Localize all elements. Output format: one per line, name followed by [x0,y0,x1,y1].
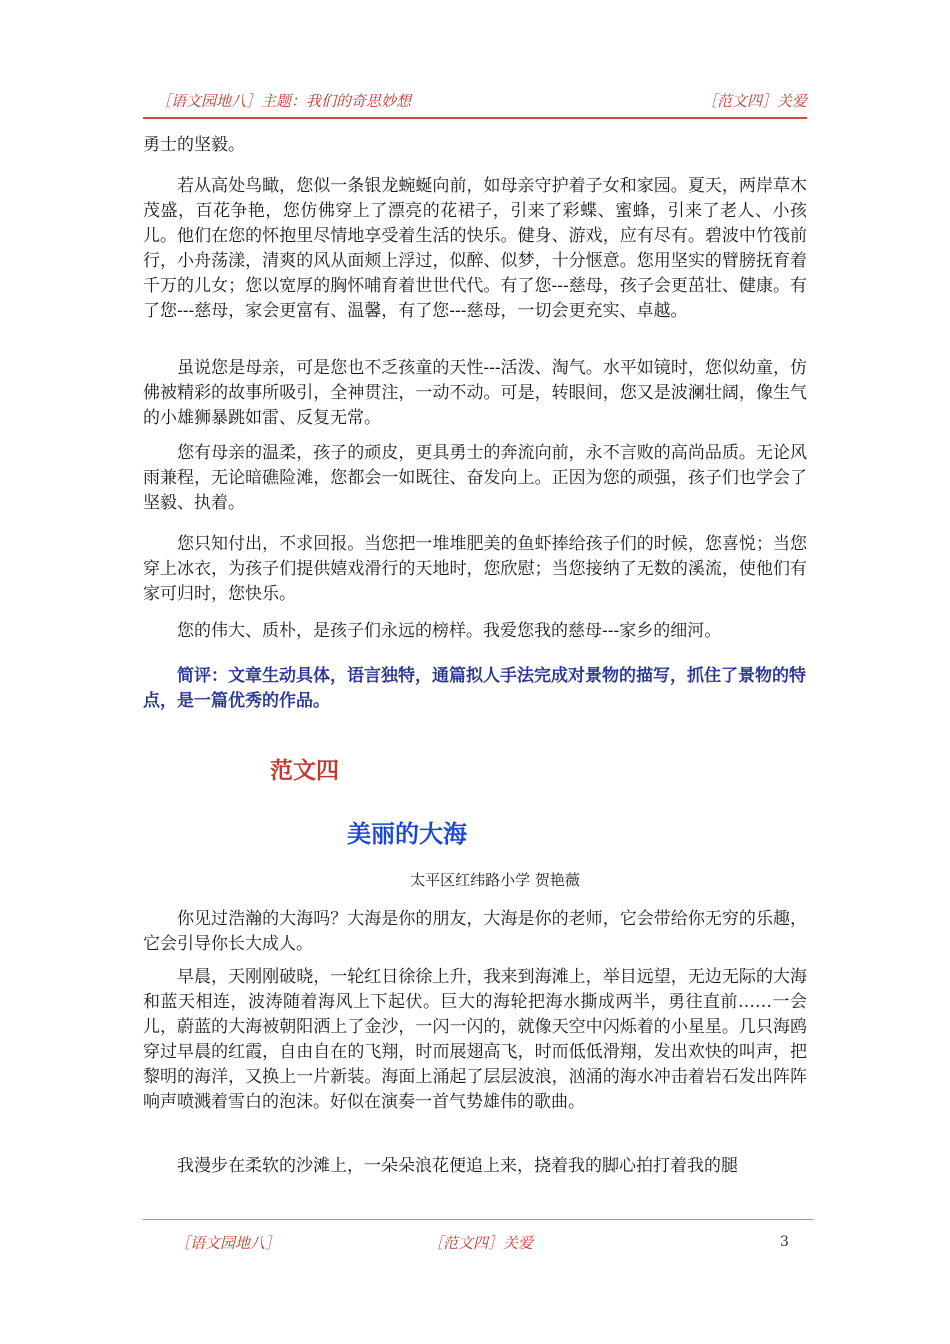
header-right-text: ［范文四］关爱 [701,92,807,110]
page-header [143,90,807,116]
header-divider [143,117,807,119]
section-heading: 范文四 [270,758,339,784]
page-number: 3 [780,1234,789,1250]
essay-author: 太平区红纬路小学 贺艳薇 [410,871,580,889]
footer-middle-text: ［范文四］关爱 [428,1234,534,1252]
prev-essay-paragraph-2: 虽说您是母亲，可是您也不乏孩童的天性---活泼、淘气。水平如镜时，您似幼童，仿佛被精彩的故事所吸引，全神贯注，一动不动。可是，转眼间，您又是波澜壮阔，像生气的小雄狮暴跳如雷、反复无常。 [143,358,807,428]
essay-paragraph-2: 我漫步在柔软的沙滩上，一朵朵浪花便追上来，挠着我的脚心拍打着我的腿 [177,1156,738,1176]
essay-comment: 简评：文章生动具体，语言独特，通篇拟人手法完成对景物的描写，抓住了景物的特点，是一篇优秀的作品。 [143,666,806,711]
prev-essay-paragraph-3: 您有母亲的温柔，孩子的顽皮，更具勇士的奔流向前，永不言败的高尚品质。无论风雨兼程，无论暗礁险滩，您都会一如既往、奋发向上。正因为您的顽强，孩子们也学会了坚毅、执着。 [143,443,807,513]
prev-essay-paragraph-0: 勇士的坚毅。 [143,135,245,155]
essay-title: 美丽的大海 [347,820,467,848]
prev-essay-paragraph-5: 您的伟大、质朴，是孩子们永远的榜样。我爱您我的慈母---家乡的细河。 [177,621,722,641]
footer-left-text: ［语文园地八］ [175,1234,281,1252]
essay-paragraph-1: 早晨，天刚刚破晓，一轮红日徐徐上升，我来到海滩上，举目远望，无边无际的大海和蓝天相连，波涛随着海风上下起伏。巨大的海轮把海水撕成两半，勇往直前……一会儿，蔚蓝的大海被朝阳洒上了金沙，一闪一闪的，就像天空中闪烁着的小星星。几只海鸥穿过早晨的红霞，自由自在的飞翔，时而展翅高飞，时而低低滑翔，发出欢快的叫声，把黎明的海洋，又换上一片新装。海面上涌起了层层波浪，汹涌的海水冲击着岩石发出阵阵响声喷溅着雪白的泡沫。好似在演奏一首气势雄伟的歌曲。 [143,967,807,1112]
prev-essay-paragraph-4: 您只知付出，不求回报。当您把一堆堆肥美的鱼虾捧给孩子们的时候，您喜悦；当您穿上冰衣，为孩子们提供嬉戏滑行的天地时，您欣慰；当您接纳了无数的溪流，使他们有家可归时，您快乐。 [143,534,807,604]
prev-essay-paragraph-1: 若从高处鸟瞰，您似一条银龙蜿蜒向前，如母亲守护着子女和家园。夏天，两岸草木茂盛，百花争艳，您仿佛穿上了漂亮的花裙子，引来了彩蝶、蜜蜂，引来了老人、小孩儿。他们在您的怀抱里尽情地享受着生活的快乐。健身、游戏，应有尽有。碧波中竹筏前行，小舟荡漾，清爽的风从面颊上浮过，似醉、似梦，十分惬意。您用坚实的臂膀抚育着千万的儿女；您以宽厚的胸怀哺育着世世代代。有了您---慈母，孩子会更茁壮、健康。有了您---慈母，家会更富有、温馨，有了您---慈母，一切会更充实、卓越。 [143,176,807,321]
essay-paragraph-0: 你见过浩瀚的大海吗？大海是你的朋友，大海是你的老师，它会带给你无穷的乐趣，它会引导你长大成人。 [143,909,807,954]
header-left-text: ［语文园地八］主题：我们的奇思妙想 [156,92,412,110]
footer-divider [143,1219,813,1220]
